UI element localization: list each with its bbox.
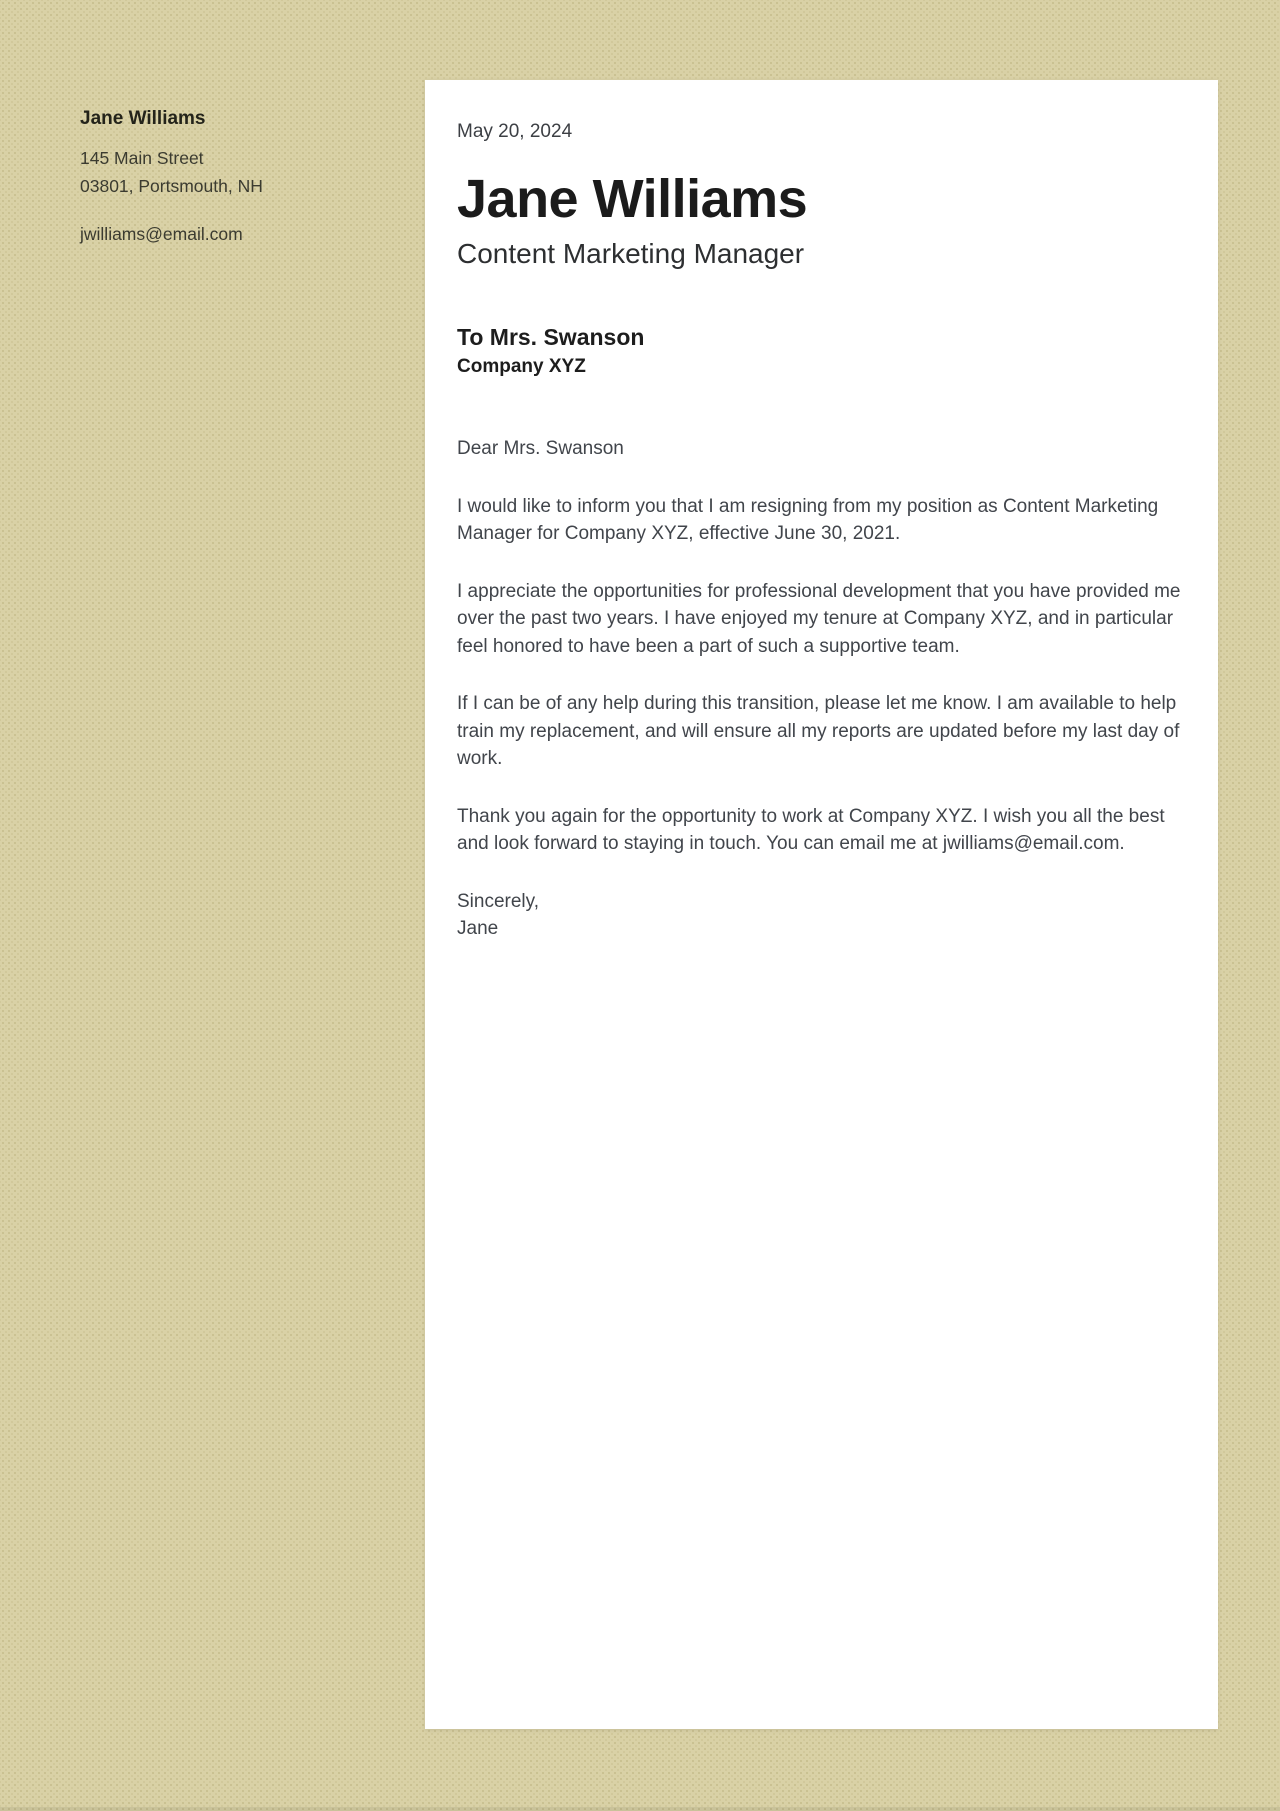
letter-sender-job-title: Content Marketing Manager <box>457 238 805 270</box>
body-paragraph: If I can be of any help during this transition, please let me know. I am available to help train my replacement, and will ensure all my reports are updated before my last day of work. <box>457 693 1180 770</box>
letter-sender-name-heading: Jane Williams <box>457 169 808 229</box>
closing-phrase: Sincerely, <box>457 890 540 912</box>
salutation: Dear Mrs. Swanson <box>457 438 624 460</box>
recipient-block <box>457 321 1184 380</box>
body-paragraph: I would like to inform you that I am resigning from my position as Content Marketing Manager for Company XYZ, effective June 30, 2021. <box>457 495 1159 545</box>
letter-page <box>425 80 1218 1729</box>
sender-address <box>80 144 380 200</box>
sender-address-city: 03801, Portsmouth, NH <box>80 176 263 196</box>
signature-name: Jane <box>457 918 499 940</box>
letter-date: May 20, 2024 <box>457 121 573 142</box>
sender-email: jwilliams@email.com <box>80 224 243 244</box>
sender-name: Jane Williams <box>80 108 206 129</box>
sender-address-street: 145 Main Street <box>80 148 204 168</box>
closing-block <box>457 888 1184 943</box>
recipient-company: Company XYZ <box>457 356 586 378</box>
sender-contact-sidebar <box>80 106 380 248</box>
body-paragraph: I appreciate the opportunities for professional development that you have provided me over the past two years. I have enjoyed my tenure at Company XYZ, and in particular feel honored to have been a part of such a supportive team. <box>457 580 1181 657</box>
recipient-name: To Mrs. Swanson <box>457 324 645 351</box>
window-bottom-edge <box>0 1807 1280 1811</box>
body-paragraph: Thank you again for the opportunity to work at Company XYZ. I wish you all the best and look forward to staying in touch. You can email me at jwilliams@email.com. <box>457 805 1165 855</box>
